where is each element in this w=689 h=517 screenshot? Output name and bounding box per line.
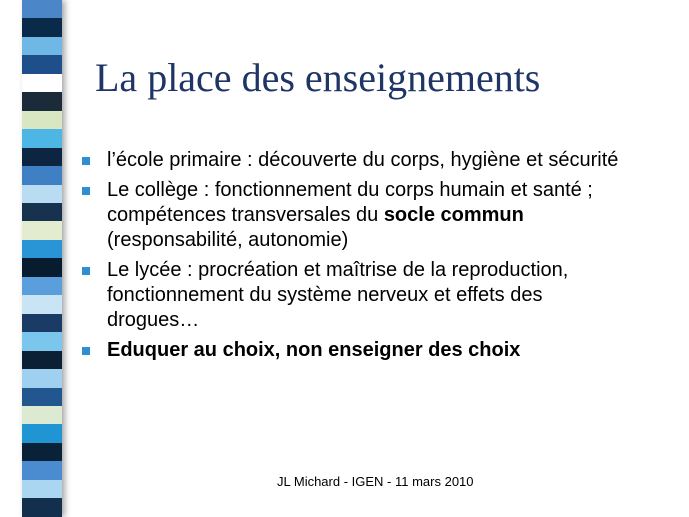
stripe: [22, 129, 62, 147]
bullet-item: [80, 178, 640, 253]
stripe: [22, 240, 62, 258]
decorative-stripe-bar: [22, 0, 62, 517]
stripe: [22, 258, 62, 276]
stripe: [22, 480, 62, 498]
bullet-item: [80, 148, 640, 173]
bullet-text: Le collège : fonctionnement du corps humain et santé ; compétences transversales du socle commun (responsabilité, autonomie): [107, 179, 593, 251]
stripe: [22, 37, 62, 55]
stripe: [22, 443, 62, 461]
stripe: [22, 295, 62, 313]
bullet-text: Le lycée : procréation et maîtrise de la reproduction, fonctionnement du système nerveux et effets des drogues…: [107, 259, 569, 331]
stripe: [22, 351, 62, 369]
stripe: [22, 148, 62, 166]
bullet-list: [80, 148, 640, 368]
slide-title: La place des enseignements: [95, 55, 541, 100]
socle-commun-emphasis: socle commun: [383, 204, 524, 226]
bullet-item: [80, 338, 640, 363]
stripe: [22, 18, 62, 36]
stripe: [22, 221, 62, 239]
stripe: [22, 369, 62, 387]
bullet-text: l’école primaire : découverte du corps, hygiène et sécurité: [107, 149, 619, 171]
stripe: [22, 111, 62, 129]
stripe: [22, 92, 62, 110]
stripe: [22, 388, 62, 406]
stripe: [22, 185, 62, 203]
stripe: [22, 277, 62, 295]
slide-footer: JL Michard - IGEN - 11 mars 2010: [277, 474, 474, 489]
stripe: [22, 498, 62, 516]
stripe: [22, 461, 62, 479]
stripe: [22, 314, 62, 332]
stripe: [22, 424, 62, 442]
bullet-item: [80, 258, 640, 333]
stripe: [22, 0, 62, 18]
stripe: [22, 74, 62, 92]
square-bullet-icon: [82, 157, 90, 165]
square-bullet-icon: [82, 187, 90, 195]
square-bullet-icon: [82, 267, 90, 275]
square-bullet-icon: [82, 347, 90, 355]
bullet-text: Eduquer au choix, non enseigner des choix: [107, 339, 521, 361]
stripe: [22, 406, 62, 424]
stripe: [22, 166, 62, 184]
stripe: [22, 203, 62, 221]
stripe: [22, 332, 62, 350]
stripe: [22, 55, 62, 73]
